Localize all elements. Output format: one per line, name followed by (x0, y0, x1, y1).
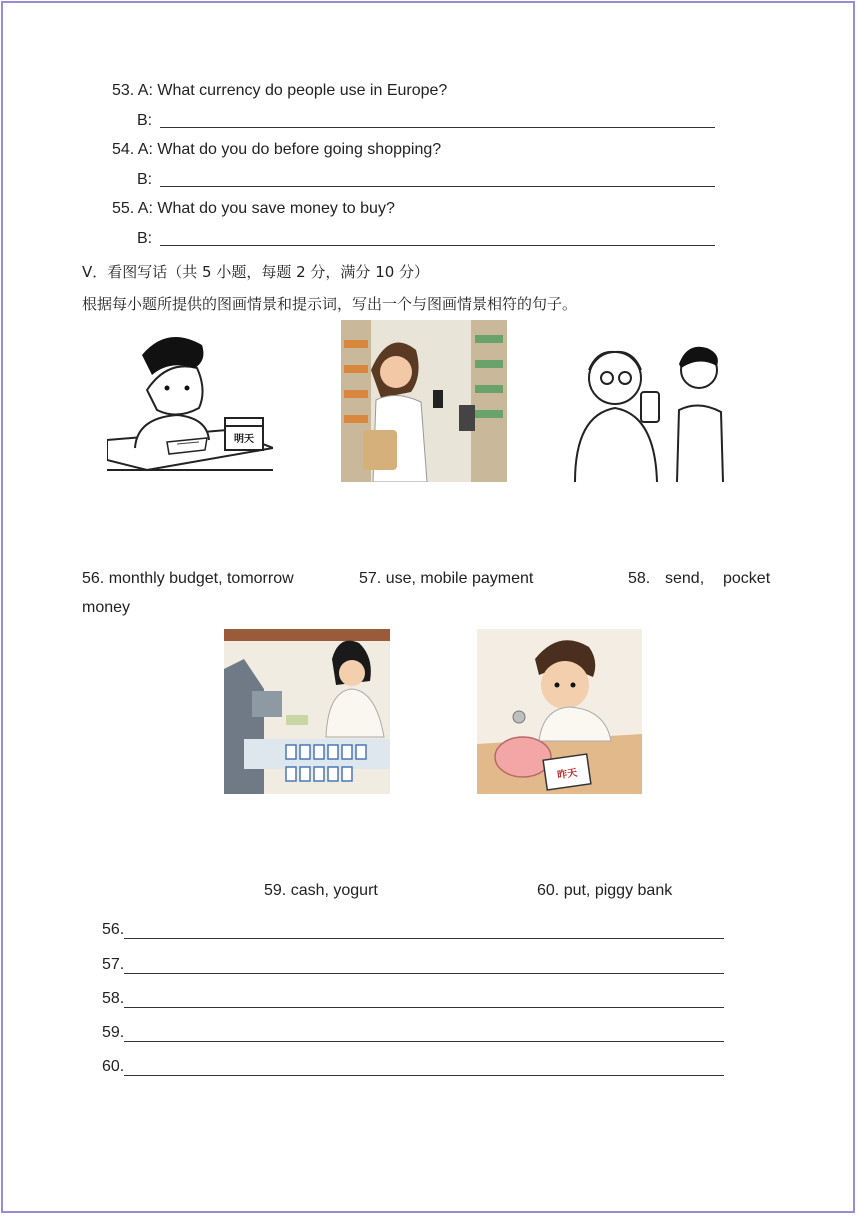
prompt-58-continued: money (82, 599, 131, 616)
answer-line-59[interactable] (124, 1041, 724, 1042)
answer-number-59: 59. (102, 1024, 125, 1041)
answer-line-54[interactable] (160, 186, 715, 187)
picture-60 (477, 629, 642, 794)
question-53: 53. A: What currency do people use in Europe? (112, 82, 448, 99)
prompt-58-word-a: send, (665, 570, 705, 587)
answer-line-53[interactable] (160, 127, 715, 128)
section-heading: V．看图写话（共 5 小题，每题 2 分，满分 10 分） (82, 263, 430, 281)
answer-label-54: B: (137, 171, 153, 188)
answer-label-55: B: (137, 230, 153, 247)
question-55: 55. A: What do you save money to buy? (112, 200, 395, 217)
answer-line-55[interactable] (160, 245, 715, 246)
prompt-56: 56. monthly budget, tomorrow (82, 570, 294, 587)
answer-number-60: 60. (102, 1058, 125, 1075)
question-54: 54. A: What do you do before going shopping? (112, 141, 442, 158)
prompt-59: 59. cash, yogurt (264, 882, 378, 899)
answer-number-56: 56. (102, 921, 125, 938)
prompt-57: 57. use, mobile payment (359, 570, 534, 587)
answer-line-56[interactable] (124, 938, 724, 939)
calendar-tomorrow-label: 明天 (234, 434, 254, 445)
prompt-58-word-b: pocket (723, 570, 771, 587)
picture-56 (107, 320, 273, 482)
answer-number-57: 57. (102, 956, 125, 973)
answer-label-53: B: (137, 112, 153, 129)
calendar-yesterday-label: 昨天 (556, 767, 579, 782)
answer-line-58[interactable] (124, 1007, 724, 1008)
answer-line-60[interactable] (124, 1075, 724, 1076)
picture-57 (341, 320, 507, 482)
answer-line-57[interactable] (124, 973, 724, 974)
picture-59 (224, 629, 390, 794)
picture-58 (567, 320, 733, 482)
section-instruction: 根据每小题所提供的图画情景和提示词，写出一个与图画情景相符的句子。 (82, 295, 578, 313)
answer-number-58: 58. (102, 990, 125, 1007)
prompt-58-number: 58. (628, 570, 651, 587)
prompt-60: 60. put, piggy bank (537, 882, 673, 899)
